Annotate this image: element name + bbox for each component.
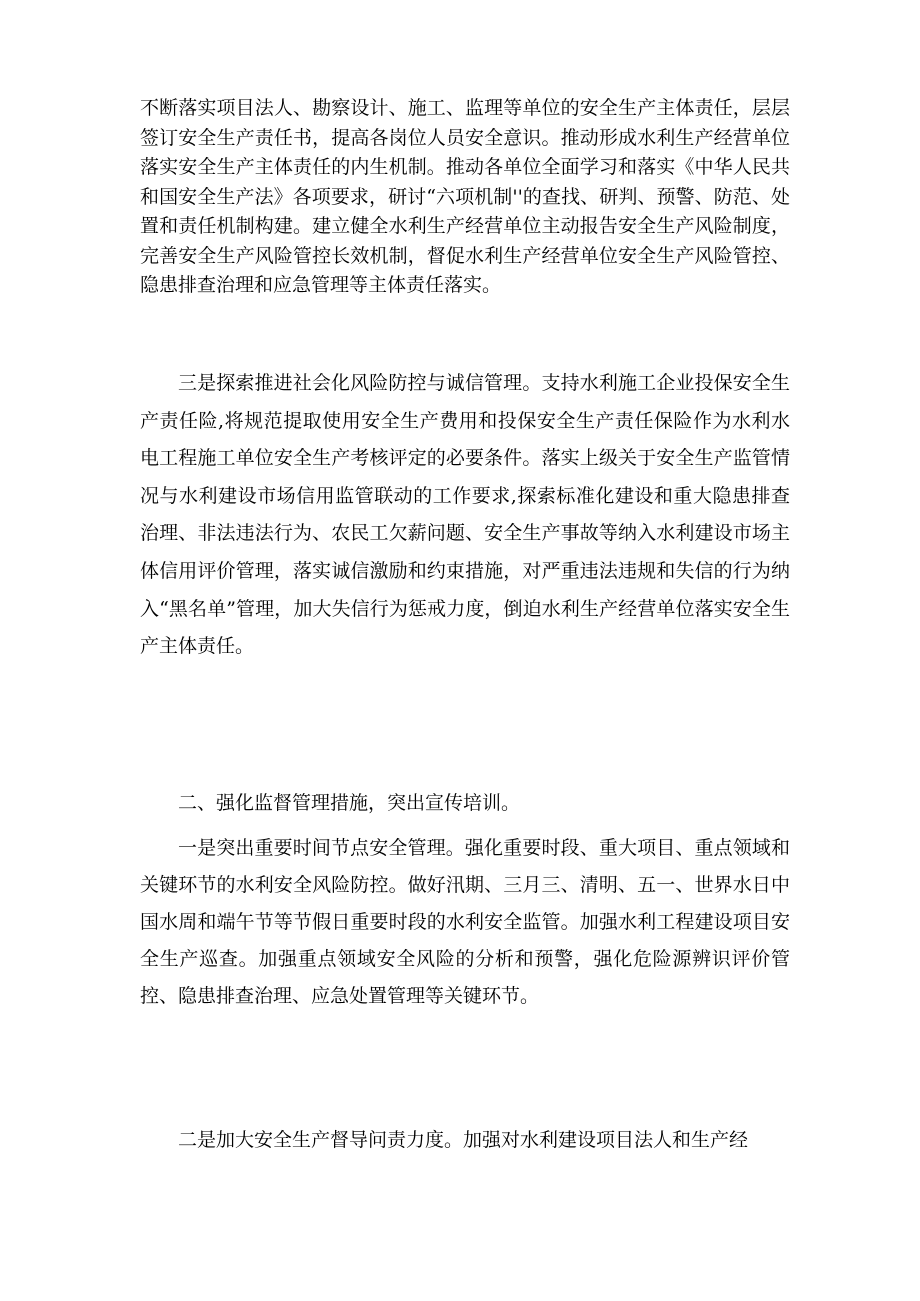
paragraph-safety-responsibility: 不断落实项目法人、勘察设计、施工、监理等单位的安全生产主体责任，层层签订安全生产责任书，提高各岗位人员安全意识。推动形成水利生产经营单位落实安全生产主体责任的内生机制。推动各单位全面学习和落实《中华人民共和国安全生产法》各项要求，研讨“六项机制''的查找、研判、预警、防范、处置和责任机制构建。建立健全水利生产经营单位主动报告安全生产风险制度，完善安全生产风险管控长效机制，督促水利生产经营单位安全生产风险管控、隐患排查治理和应急管理等主体责任落实。	[140, 97, 790, 296]
section-heading: 二、强化监督管理措施，突出宣传培训。	[178, 792, 521, 814]
paragraph-credit-management: 三是探索推进社会化风险防控与诚信管理。支持水利施工企业投保安全生产责任险,将规范提取使用安全生产费用和投保安全生产责任保险作为水利水电工程施工单位安全生产考核评定的必要条件。落实上级关于安全生产监管情况与水利建设市场信用监管联动的工作要求,探索标准化建设和重大隐患排查治理、非法违法行为、农民工欠薪问题、安全生产事故等纳入水利建设市场主体信用评价管理，落实诚信激励和约束措施，对严重违法违规和失信的行为纳入“黑名单”管理，加大失信行为惩戒力度，倒迫水利生产经营单位落实安全生产主体责任。	[140, 372, 790, 658]
paragraph-supervision: 二是加大安全生产督导问责力度。加强对水利建设项目法人和生产经	[178, 1129, 749, 1151]
paragraph-key-periods: 一是突出重要时间节点安全管理。强化重要时段、重大项目、重点领域和关键环节的水利安全风险防控。做好汛期、三月三、清明、五一、世界水日中国水周和端午节等节假日重要时段的水利安全监管。加强水利工程建设项目安全生产巡查。加强重点领域安全风险的分析和预警，强化危险源辨识评价管控、隐患排查治理、应急处置管理等关键环节。	[140, 837, 790, 1007]
